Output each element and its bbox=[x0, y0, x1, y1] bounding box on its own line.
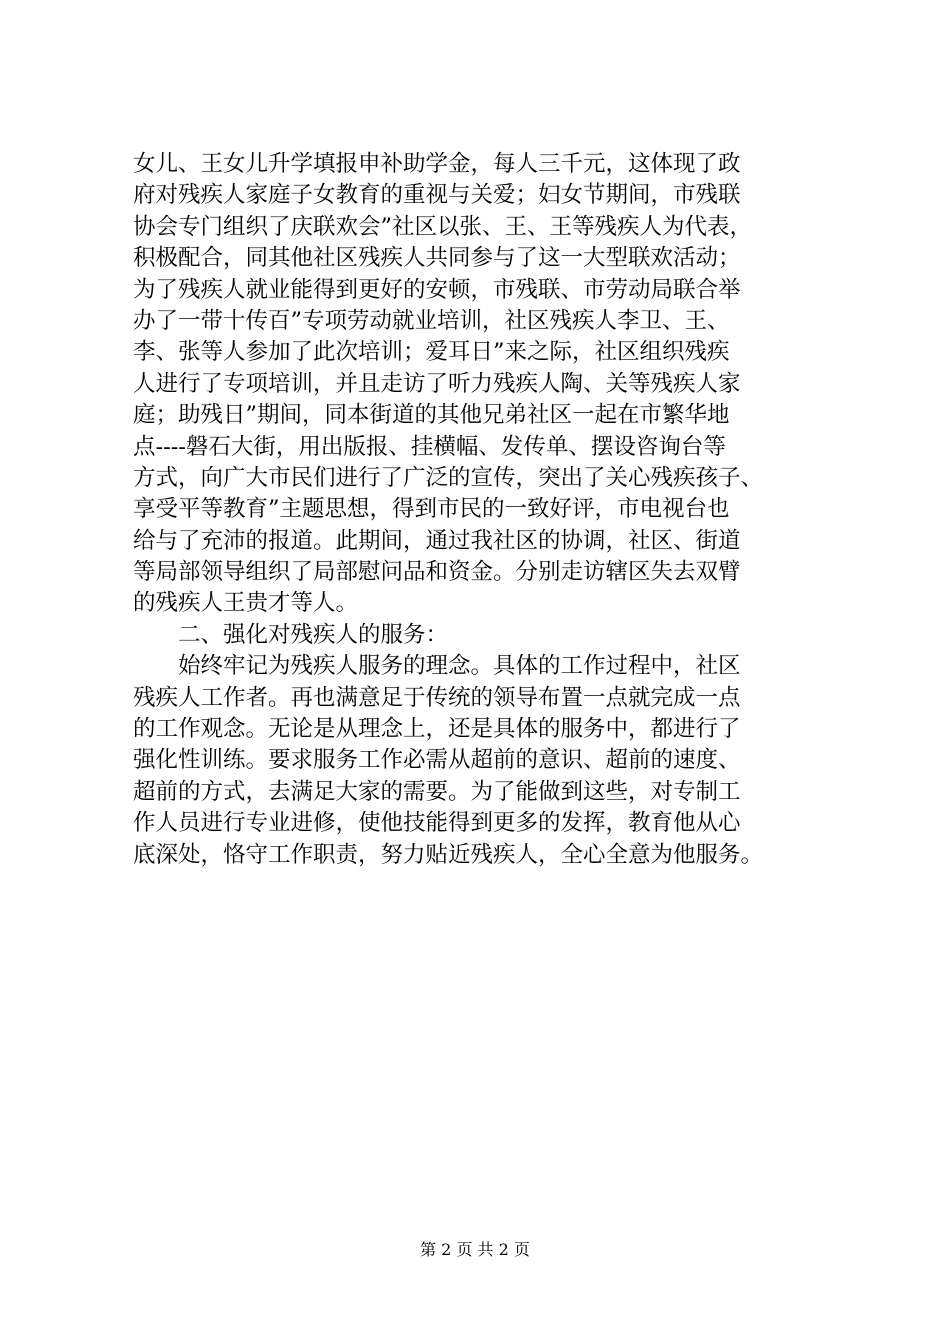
text-line: 积极配合，同其他社区残疾人共同参与了这一大型联欢活动； bbox=[133, 245, 741, 272]
section-heading: 二、强化对残疾人的服务： bbox=[178, 621, 449, 648]
text-line: 为了残疾人就业能得到更好的安顿，市残联、市劳动局联合举 bbox=[133, 276, 741, 303]
text-line: 府对残疾人家庭子女教育的重视与关爱；妇女节期间，市残联 bbox=[133, 182, 741, 209]
text-line: 始终牢记为残疾人服务的理念。具体的工作过程中，社区 bbox=[178, 653, 741, 680]
text-line: 残疾人工作者。再也满意足于传统的领导布置一点就完成一点 bbox=[133, 684, 741, 711]
text-line: 李、张等人参加了此次培训；爱耳日”来之际，社区组织残疾 bbox=[133, 339, 730, 366]
text-line: 的工作观念。无论是从理念上，还是具体的服务中，都进行了 bbox=[133, 716, 741, 743]
text-line: 等局部领导组织了局部慰问品和资金。分别走访辖区失去双臂 bbox=[133, 559, 741, 586]
text-line: 作人员进行专业进修，使他技能得到更多的发挥，教育他从心 bbox=[133, 810, 741, 837]
text-line: 协会专门组织了庆联欢会”社区以张、王、王等残疾人为代表， bbox=[133, 213, 753, 240]
text-line: 给与了充沛的报道。此期间，通过我社区的协调，社区、街道 bbox=[133, 527, 741, 554]
text-line: 强化性训练。要求服务工作必需从超前的意识、超前的速度、 bbox=[133, 747, 741, 774]
text-line: 底深处，恪守工作职责，努力贴近残疾人，全心全意为他服务。 bbox=[133, 841, 764, 868]
text-line: 超前的方式，去满足大家的需要。为了能做到这些，对专制工 bbox=[133, 778, 741, 805]
text-line: 享受平等教育”主题思想，得到市民的一致好评，市电视台也 bbox=[133, 496, 730, 523]
text-line: 庭；助残日”期间，同本街道的其他兄弟社区一起在市繁华地 bbox=[133, 402, 730, 429]
text-line: 点----磐石大街，用出版报、挂横幅、发传单、摆设咨询台等 bbox=[133, 433, 726, 460]
text-line: 办了一带十传百”专项劳动就业培训，社区残疾人李卫、王、 bbox=[133, 307, 730, 334]
text-line: 人进行了专项培训，并且走访了听力残疾人陶、关等残疾人家 bbox=[133, 370, 741, 397]
page-number-footer: 第 2 页 共 2 页 bbox=[420, 1240, 530, 1259]
text-line: 女儿、王女儿升学填报申补助学金，每人三千元，这体现了政 bbox=[133, 151, 741, 177]
text-line: 方式，向广大市民们进行了广泛的宣传，突出了关心残疾孩子、 bbox=[133, 464, 764, 491]
document-body bbox=[133, 149, 823, 871]
text-line: 的残疾人王贵才等人。 bbox=[133, 590, 359, 617]
